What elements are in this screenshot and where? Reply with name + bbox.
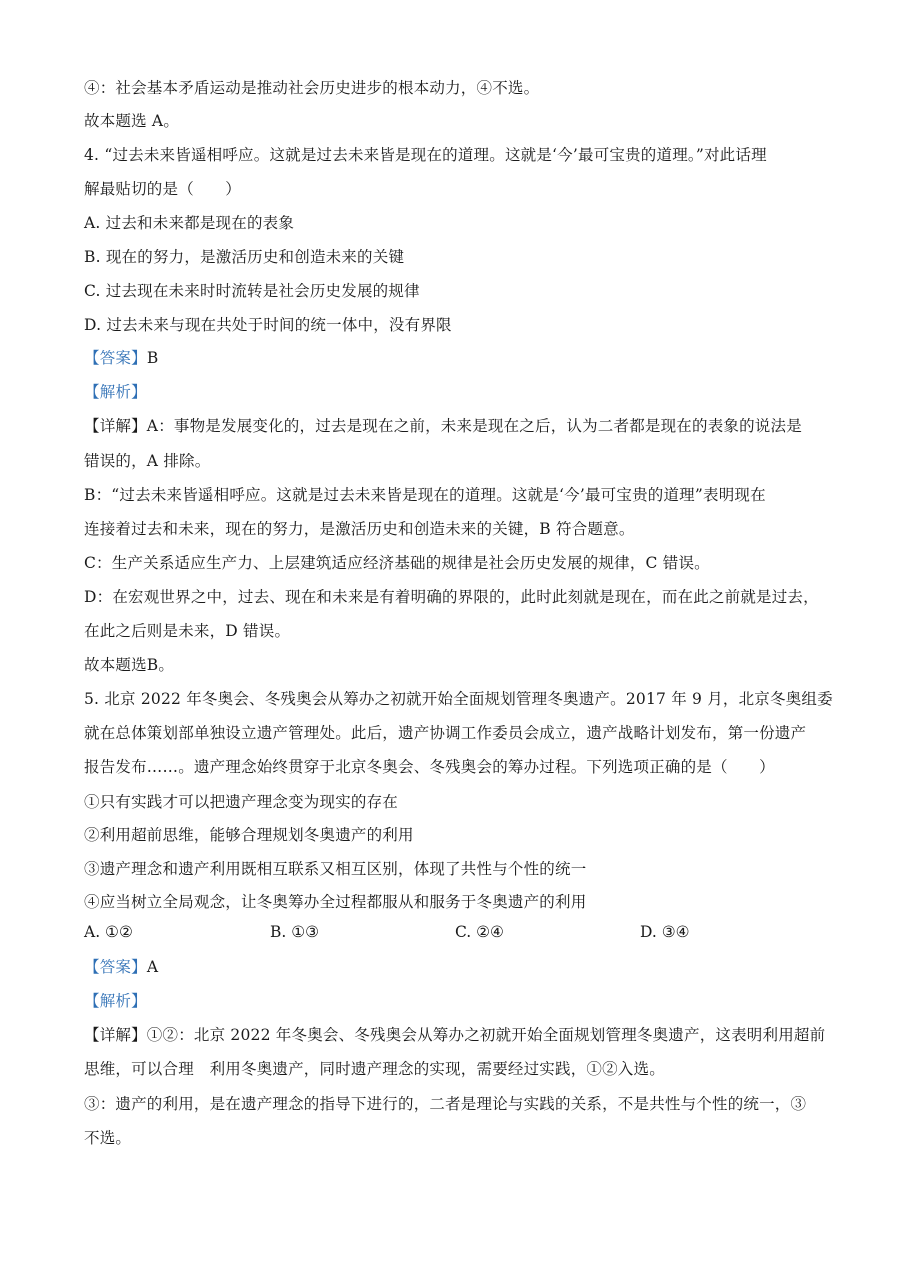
q5-answer-value: A bbox=[146, 958, 159, 976]
q5-option-d: D. ③④ bbox=[640, 923, 690, 941]
q4-answer-tag: 【答案】 bbox=[84, 349, 147, 367]
q5-detail-line: 不选。 bbox=[84, 1129, 132, 1147]
q4-detail-line: C：生产关系适应生产力、上层建筑适应经济基础的规律是社会历史发展的规律，C 错误。 bbox=[84, 554, 710, 572]
q4-detail-line: 错误的，A 排除。 bbox=[84, 452, 211, 470]
q5-statement-2: ②利用超前思维，能够合理规划冬奥遗产的利用 bbox=[84, 826, 414, 844]
q4-answer-value: B bbox=[146, 349, 159, 367]
q5-statement-3: ③遗产理念和遗产利用既相互联系又相互区别，体现了共性与个性的统一 bbox=[84, 860, 587, 878]
q4-analysis-tag: 【解析】 bbox=[84, 383, 147, 401]
q4-option-d: D. 过去未来与现在共处于时间的统一体中，没有界限 bbox=[84, 316, 452, 334]
q5-statement-1: ①只有实践才可以把遗产理念变为现实的存在 bbox=[84, 793, 399, 811]
q5-option-b: B. ①③ bbox=[270, 923, 320, 941]
q4-conclusion: 故本题选B。 bbox=[84, 656, 175, 674]
q5-options bbox=[84, 922, 824, 944]
q5-answer bbox=[84, 957, 158, 977]
q5-option-a: A. ①② bbox=[84, 923, 133, 941]
q4-stem: 4. “过去未来皆遥相呼应。这就是过去未来皆是现在的道理。这就是‘今’最可宝贵的道理。”对此话理 bbox=[84, 146, 767, 164]
q4-stem-cont: 解最贴切的是（ ） bbox=[84, 180, 242, 198]
q4-detail-line: 在此之后则是未来，D 错误。 bbox=[84, 622, 291, 640]
q4-option-c: C. 过去现在未来时时流转是社会历史发展的规律 bbox=[84, 282, 420, 300]
q4-detail-line: 连接着过去和未来，现在的努力，是激活历史和创造未来的关键，B 符合题意。 bbox=[84, 520, 635, 538]
prev-analysis-line: ④：社会基本矛盾运动是推动社会历史进步的根本动力，④不选。 bbox=[84, 79, 540, 97]
q5-answer-tag: 【答案】 bbox=[84, 958, 147, 976]
q5-stem: 就在总体策划部单独设立遗产管理处。此后，遗产协调工作委员会成立，遗产战略计划发布，第一份遗产 bbox=[84, 724, 807, 742]
q4-answer bbox=[84, 348, 158, 368]
q5-statement-4: ④应当树立全局观念，让冬奥筹办全过程都服从和服务于冬奥遗产的利用 bbox=[84, 893, 587, 911]
q5-detail-line: ③：遗产的利用，是在遗产理念的指导下进行的，二者是理论与实践的关系，不是共性与个性的统一，③ bbox=[84, 1095, 807, 1113]
q4-option-a: A. 过去和未来都是现在的表象 bbox=[84, 214, 295, 232]
q4-detail-line: B：“过去未来皆遥相呼应。这就是过去未来皆是现在的道理。这就是‘今’最可宝贵的道理”表明现在 bbox=[84, 486, 766, 504]
prev-conclusion: 故本题选 A。 bbox=[84, 112, 180, 130]
q4-detail-line: D：在宏观世界之中，过去、现在和未来是有着明确的界限的，此时此刻就是现在，而在此之前就是过去， bbox=[84, 588, 819, 606]
q5-stem: 5. 北京 2022 年冬奥会、冬残奥会从筹办之初就开始全面规划管理冬奥遗产。2017 年 9 月，北京冬奥组委 bbox=[84, 690, 833, 708]
q5-detail-line: 【详解】①②：北京 2022 年冬奥会、冬残奥会从筹办之初就开始全面规划管理冬奥遗产，这表明利用超前 bbox=[84, 1026, 826, 1044]
q4-detail-line: 【详解】A：事物是发展变化的，过去是现在之前，未来是现在之后，认为二者都是现在的表象的说法是 bbox=[84, 417, 802, 435]
q4-option-b: B. 现在的努力，是激活历史和创造未来的关键 bbox=[84, 248, 405, 266]
q5-detail-line: 思维，可以合理 利用冬奥遗产，同时遗产理念的实现，需要经过实践，①②入选。 bbox=[84, 1060, 665, 1078]
q5-analysis-tag: 【解析】 bbox=[84, 992, 147, 1010]
q5-stem: 报告发布……。遗产理念始终贯穿于北京冬奥会、冬残奥会的筹办过程。下列选项正确的是（ ） bbox=[84, 758, 775, 776]
q5-option-c: C. ②④ bbox=[455, 923, 504, 941]
